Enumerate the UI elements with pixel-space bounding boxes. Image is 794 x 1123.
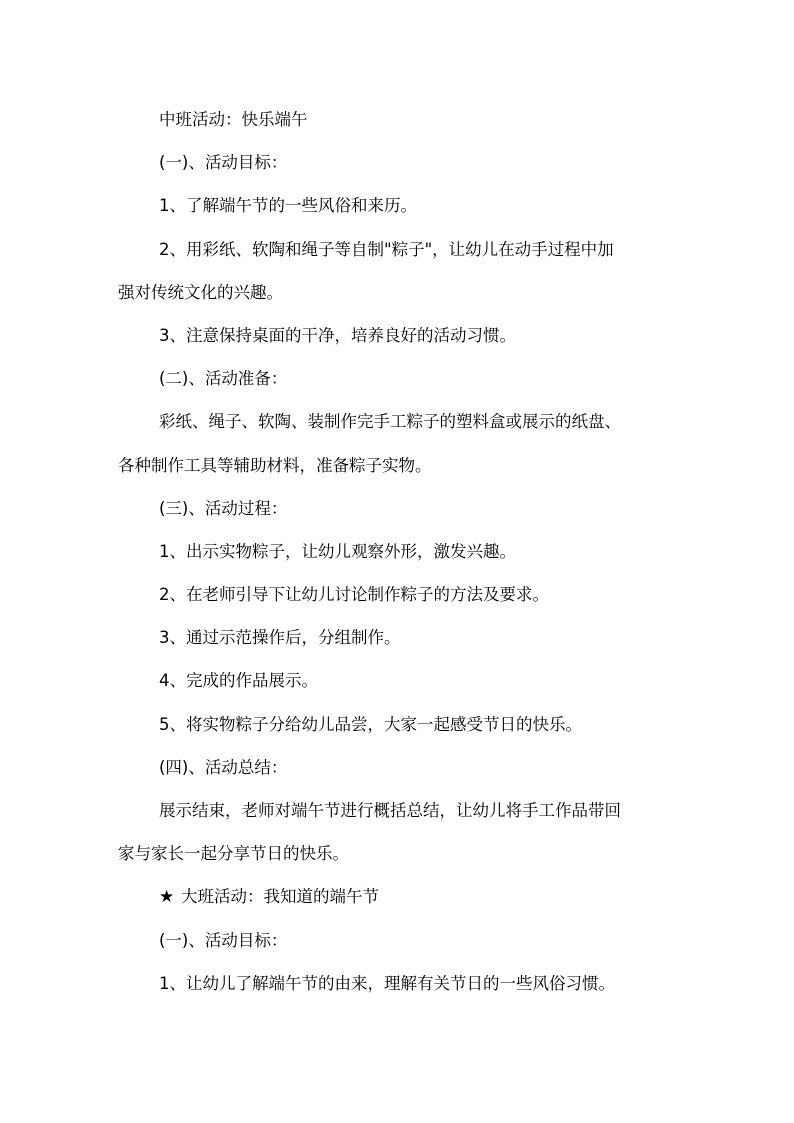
- section-heading-goals: (一)、活动目标：: [159, 153, 288, 173]
- goal-item-2-line-1: 2、用彩纸、软陶和绳子等自制"粽子"，让幼儿在动手过程中加: [159, 239, 614, 259]
- section-heading-process: (三)、活动过程：: [159, 498, 288, 518]
- activity-title: 中班活动：快乐端午: [159, 110, 308, 129]
- process-step-1: 1、出示实物粽子，让幼儿观察外形，激发兴趣。: [159, 541, 516, 561]
- section-heading-summary: (四)、活动总结：: [159, 757, 288, 777]
- preparation-line-1: 彩纸、绳子、软陶、装制作完手工粽子的塑料盒或展示的纸盘、: [159, 412, 621, 432]
- goal-item-3: 3、注意保持桌面的干净，培养良好的活动习惯。: [159, 325, 516, 345]
- section-heading-preparation: (二)、活动准备：: [159, 369, 288, 389]
- goal-item-2-line-2: 强对传统文化的兴趣。: [118, 282, 283, 302]
- preparation-line-2: 各种制作工具等辅助材料，准备粽子实物。: [118, 455, 432, 475]
- star-icon: ★: [159, 887, 175, 908]
- activity-title-2: [118, 875, 678, 918]
- process-step-2: 2、在老师引导下让幼儿讨论制作粽子的方法及要求。: [159, 585, 549, 605]
- goal-2-item-1: 1、让幼儿了解端午节的由来，理解有关节日的一些风俗习惯。: [159, 973, 615, 993]
- section-heading-goals-2: (一)、活动目标：: [159, 930, 288, 950]
- goal-item-1: 1、了解端午节的一些风俗和来历。: [159, 196, 417, 216]
- summary-line-1: 展示结束，老师对端午节进行概括总结，让幼儿将手工作品带回: [159, 801, 621, 820]
- process-step-5: 5、将实物粽子分给幼儿品尝，大家一起感受节日的快乐。: [159, 714, 582, 734]
- process-step-4: 4、完成的作品展示。: [159, 671, 318, 691]
- activity-title-2-text: 大班活动：我知道的端午节: [181, 887, 379, 907]
- process-step-3: 3、通过示范操作后，分组制作。: [159, 628, 401, 648]
- summary-line-2: 家与家长一起分享节日的快乐。: [118, 844, 349, 864]
- document-page: [118, 98, 678, 1005]
